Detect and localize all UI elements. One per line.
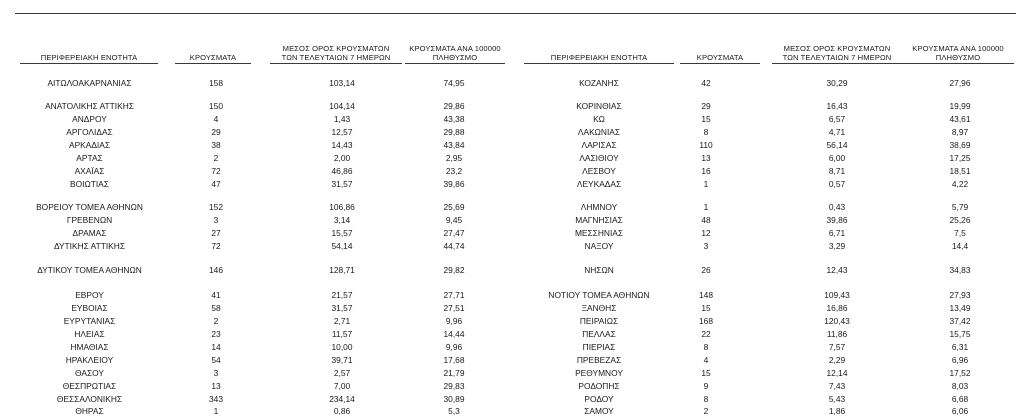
cases-cell: 72 bbox=[211, 166, 221, 176]
region-cell: ΓΡΕΒΕΝΩΝ bbox=[66, 215, 113, 225]
cases-cell: 148 bbox=[699, 290, 713, 300]
per100k-cell: 4,22 bbox=[951, 179, 969, 189]
per100k-cell: 25,26 bbox=[949, 215, 971, 225]
region-cell: ΛΕΥΚΑΔΑΣ bbox=[576, 179, 622, 189]
header-underline-avg bbox=[270, 63, 402, 64]
avg-cell: 3,29 bbox=[828, 241, 846, 251]
region-cell: ΔΡΑΜΑΣ bbox=[72, 228, 107, 238]
header-underline-region bbox=[20, 63, 158, 64]
cases-cell: 1 bbox=[703, 179, 709, 189]
cases-cell: 146 bbox=[209, 265, 223, 275]
cases-cell: 3 bbox=[703, 241, 709, 251]
region-cell: ΚΟΡΙΝΘΙΑΣ bbox=[576, 101, 622, 111]
cases-cell: 4 bbox=[703, 355, 709, 365]
per100k-cell: 7,5 bbox=[954, 228, 966, 238]
per100k-cell: 29,88 bbox=[443, 127, 465, 137]
avg-cell: 120,43 bbox=[824, 316, 850, 326]
avg-cell: 103,14 bbox=[329, 78, 355, 88]
avg-cell: 10,00 bbox=[331, 342, 353, 352]
avg-cell: 39,86 bbox=[826, 215, 848, 225]
per100k-cell: 9,45 bbox=[445, 215, 463, 225]
cases-cell: 26 bbox=[701, 265, 711, 275]
per100k-cell: 6,96 bbox=[951, 355, 969, 365]
region-cell: ΕΥΒΟΙΑΣ bbox=[71, 303, 108, 313]
header-underline-cases bbox=[680, 63, 760, 64]
avg-cell: 12,43 bbox=[826, 265, 848, 275]
per100k-cell: 44,74 bbox=[443, 241, 465, 251]
region-cell: ΛΑΣΙΘΙΟΥ bbox=[579, 153, 619, 163]
per100k-cell: 34,83 bbox=[949, 265, 971, 275]
cases-cell: 14 bbox=[211, 342, 221, 352]
region-cell: ΛΑΡΙΣΑΣ bbox=[581, 140, 617, 150]
per100k-cell: 18,51 bbox=[949, 166, 971, 176]
cases-cell: 15 bbox=[701, 114, 711, 124]
per100k-cell: 2,95 bbox=[445, 153, 463, 163]
avg-cell: 6,71 bbox=[828, 228, 846, 238]
header-per100k-line1: ΚΡΟΥΣΜΑΤΑ ΑΝΑ 100000 bbox=[912, 44, 1004, 53]
avg-cell: 4,71 bbox=[828, 127, 846, 137]
region-cell: ΛΗΜΝΟΥ bbox=[580, 202, 618, 212]
per100k-cell: 27,71 bbox=[443, 290, 465, 300]
per100k-cell: 14,44 bbox=[443, 329, 465, 339]
header-per100k-line2: ΠΛΗΘΥΣΜΟ bbox=[935, 53, 981, 62]
region-cell: ΘΑΣΟΥ bbox=[75, 368, 104, 378]
region-cell: ΗΜΑΘΙΑΣ bbox=[70, 342, 109, 352]
cases-cell: 42 bbox=[701, 78, 711, 88]
avg-cell: 7,43 bbox=[828, 381, 846, 391]
per100k-cell: 38,69 bbox=[949, 140, 971, 150]
region-cell: ΜΑΓΝΗΣΙΑΣ bbox=[575, 215, 623, 225]
cases-cell: 15 bbox=[701, 368, 711, 378]
header-region-label: ΠΕΡΙΦΕΡΕΙΑΚΗ ΕΝΟΤΗΤΑ bbox=[550, 53, 648, 62]
cases-cell: 110 bbox=[699, 140, 713, 150]
cases-cell: 150 bbox=[209, 101, 223, 111]
per100k-cell: 43,38 bbox=[443, 114, 465, 124]
header-avg-line1: ΜΕΣΟΣ ΟΡΟΣ ΚΡΟΥΣΜΑΤΩΝ bbox=[282, 44, 390, 53]
cases-cell: 41 bbox=[211, 290, 221, 300]
avg-cell: 106,86 bbox=[329, 202, 355, 212]
avg-cell: 56,14 bbox=[826, 140, 848, 150]
avg-cell: 2,00 bbox=[333, 153, 351, 163]
per100k-cell: 37,42 bbox=[949, 316, 971, 326]
cases-cell: 8 bbox=[703, 342, 709, 352]
region-cell: ΔΥΤΙΚΗΣ ΑΤΤΙΚΗΣ bbox=[53, 241, 125, 251]
cases-cell: 23 bbox=[211, 329, 221, 339]
avg-cell: 12,14 bbox=[826, 368, 848, 378]
cases-cell: 38 bbox=[211, 140, 221, 150]
header-cases bbox=[175, 40, 251, 62]
region-cell: ΘΗΡΑΣ bbox=[75, 406, 104, 416]
avg-cell: 31,57 bbox=[331, 303, 353, 313]
cases-cell: 1 bbox=[213, 406, 219, 416]
table-left bbox=[0, 0, 510, 418]
per100k-cell: 5,79 bbox=[951, 202, 969, 212]
region-cell: ΣΑΜΟΥ bbox=[584, 406, 614, 416]
cases-cell: 48 bbox=[701, 215, 711, 225]
per100k-cell: 74,95 bbox=[443, 78, 465, 88]
per100k-cell: 43,61 bbox=[949, 114, 971, 124]
avg-cell: 3,14 bbox=[333, 215, 351, 225]
per100k-cell: 19,99 bbox=[949, 101, 971, 111]
avg-cell: 39,71 bbox=[331, 355, 353, 365]
cases-cell: 343 bbox=[209, 394, 223, 404]
avg-cell: 1,86 bbox=[828, 406, 846, 416]
header-cases-label: ΚΡΟΥΣΜΑΤΑ bbox=[189, 53, 237, 62]
per100k-cell: 8,03 bbox=[951, 381, 969, 391]
region-cell: ΑΧΑΪΑΣ bbox=[74, 166, 105, 176]
cases-cell: 8 bbox=[703, 127, 709, 137]
per100k-cell: 25,69 bbox=[443, 202, 465, 212]
avg-cell: 31,57 bbox=[331, 179, 353, 189]
per100k-cell: 29,83 bbox=[443, 381, 465, 391]
header-region bbox=[20, 40, 158, 62]
per100k-cell: 8,97 bbox=[951, 127, 969, 137]
per100k-cell: 29,82 bbox=[443, 265, 465, 275]
region-cell: ΔΥΤΙΚΟΥ ΤΟΜΕΑ ΑΘΗΝΩΝ bbox=[37, 265, 142, 275]
avg-cell: 7,00 bbox=[333, 381, 351, 391]
avg-cell: 2,57 bbox=[333, 368, 351, 378]
header-per100k bbox=[405, 40, 505, 62]
cases-cell: 168 bbox=[699, 316, 713, 326]
header-region bbox=[524, 40, 674, 62]
region-cell: ΞΑΝΘΗΣ bbox=[581, 303, 617, 313]
header-underline-avg bbox=[772, 63, 902, 64]
per100k-cell: 15,75 bbox=[949, 329, 971, 339]
avg-cell: 46,86 bbox=[331, 166, 353, 176]
per100k-cell: 9,96 bbox=[445, 316, 463, 326]
avg-cell: 128,71 bbox=[329, 265, 355, 275]
avg-cell: 6,57 bbox=[828, 114, 846, 124]
header-region-label: ΠΕΡΙΦΕΡΕΙΑΚΗ ΕΝΟΤΗΤΑ bbox=[40, 53, 138, 62]
cases-cell: 9 bbox=[703, 381, 709, 391]
region-cell: ΕΒΡΟΥ bbox=[75, 290, 104, 300]
avg-cell: 1,43 bbox=[333, 114, 351, 124]
region-cell: ΒΟΙΩΤΙΑΣ bbox=[70, 179, 109, 189]
cases-cell: 4 bbox=[213, 114, 219, 124]
region-cell: ΡΟΔΟΥ bbox=[584, 394, 614, 404]
header-underline-region bbox=[524, 63, 674, 64]
per100k-cell: 27,47 bbox=[443, 228, 465, 238]
cases-cell: 12 bbox=[701, 228, 711, 238]
avg-cell: 8,71 bbox=[828, 166, 846, 176]
region-cell: ΑΡΤΑΣ bbox=[76, 153, 103, 163]
avg-cell: 30,29 bbox=[826, 78, 848, 88]
header-underline-cases bbox=[175, 63, 251, 64]
header-underline-per100k bbox=[405, 63, 505, 64]
per100k-cell: 6,31 bbox=[951, 342, 969, 352]
avg-cell: 0,57 bbox=[828, 179, 846, 189]
header-avg-line2: ΤΩΝ ΤΕΛΕΥΤΑΙΩΝ 7 ΗΜΕΡΩΝ bbox=[281, 53, 391, 62]
region-cell: ΗΡΑΚΛΕΙΟΥ bbox=[65, 355, 114, 365]
region-cell: ΜΕΣΣΗΝΙΑΣ bbox=[574, 228, 624, 238]
region-cell: ΚΩ bbox=[593, 114, 605, 124]
region-cell: ΡΕΘΥΜΝΟΥ bbox=[575, 368, 623, 378]
header-per100k-line1: ΚΡΟΥΣΜΑΤΑ ΑΝΑ 100000 bbox=[409, 44, 501, 53]
cases-cell: 152 bbox=[209, 202, 223, 212]
cases-cell: 8 bbox=[703, 394, 709, 404]
cases-cell: 3 bbox=[213, 368, 219, 378]
region-cell: ΑΡΚΑΔΙΑΣ bbox=[68, 140, 111, 150]
cases-cell: 29 bbox=[211, 127, 221, 137]
avg-cell: 21,57 bbox=[331, 290, 353, 300]
region-cell: ΑΝΑΤΟΛΙΚΗΣ ΑΤΤΙΚΗΣ bbox=[45, 101, 134, 111]
cases-cell: 158 bbox=[209, 78, 223, 88]
per100k-cell: 6,06 bbox=[951, 406, 969, 416]
cases-cell: 2 bbox=[213, 153, 219, 163]
avg-cell: 16,43 bbox=[826, 101, 848, 111]
avg-cell: 0,86 bbox=[333, 406, 351, 416]
avg-cell: 7,57 bbox=[828, 342, 846, 352]
per100k-cell: 27,51 bbox=[443, 303, 465, 313]
per100k-cell: 13,49 bbox=[949, 303, 971, 313]
cases-cell: 2 bbox=[703, 406, 709, 416]
avg-cell: 54,14 bbox=[331, 241, 353, 251]
region-cell: ΑΡΓΟΛΙΔΑΣ bbox=[66, 127, 113, 137]
per100k-cell: 5,3 bbox=[448, 406, 460, 416]
avg-cell: 109,43 bbox=[824, 290, 850, 300]
region-cell: ΘΕΣΠΡΩΤΙΑΣ bbox=[62, 381, 117, 391]
cases-cell: 27 bbox=[211, 228, 221, 238]
region-cell: ΚΟΖΑΝΗΣ bbox=[579, 78, 619, 88]
region-cell: ΑΝΔΡΟΥ bbox=[72, 114, 107, 124]
cases-cell: 29 bbox=[701, 101, 711, 111]
header-per100k-line2: ΠΛΗΘΥΣΜΟ bbox=[432, 53, 478, 62]
cases-cell: 72 bbox=[211, 241, 221, 251]
per100k-cell: 23,2 bbox=[445, 166, 463, 176]
avg-cell: 16,86 bbox=[826, 303, 848, 313]
per100k-cell: 39,86 bbox=[443, 179, 465, 189]
region-cell: ΛΑΚΩΝΙΑΣ bbox=[577, 127, 621, 137]
header-avg-line2: ΤΩΝ ΤΕΛΕΥΤΑΙΩΝ 7 ΗΜΕΡΩΝ bbox=[782, 53, 892, 62]
header-avg bbox=[772, 40, 902, 62]
region-cell: ΑΙΤΩΛΟΑΚΑΡΝΑΝΙΑΣ bbox=[47, 78, 132, 88]
region-cell: ΠΡΕΒΕΖΑΣ bbox=[576, 355, 622, 365]
region-cell: ΕΥΡΥΤΑΝΙΑΣ bbox=[63, 316, 116, 326]
cases-cell: 3 bbox=[213, 215, 219, 225]
region-cell: ΛΕΣΒΟΥ bbox=[582, 166, 616, 176]
avg-cell: 11,86 bbox=[826, 329, 848, 339]
cases-cell: 54 bbox=[211, 355, 221, 365]
cases-cell: 2 bbox=[213, 316, 219, 326]
header-cases bbox=[680, 40, 760, 62]
avg-cell: 2,71 bbox=[333, 316, 351, 326]
region-cell: ΒΟΡΕΙΟΥ ΤΟΜΕΑ ΑΘΗΝΩΝ bbox=[36, 202, 143, 212]
per100k-cell: 6,68 bbox=[951, 394, 969, 404]
region-cell: ΠΕΙΡΑΙΩΣ bbox=[579, 316, 619, 326]
region-cell: ΝΟΤΙΟΥ ΤΟΜΕΑ ΑΘΗΝΩΝ bbox=[548, 290, 650, 300]
region-cell: ΝΗΣΩΝ bbox=[584, 265, 614, 275]
per100k-cell: 17,25 bbox=[949, 153, 971, 163]
cases-cell: 13 bbox=[701, 153, 711, 163]
cases-cell: 15 bbox=[701, 303, 711, 313]
per100k-cell: 9,96 bbox=[445, 342, 463, 352]
header-cases-label: ΚΡΟΥΣΜΑΤΑ bbox=[696, 53, 744, 62]
header-avg bbox=[270, 40, 402, 62]
avg-cell: 104,14 bbox=[329, 101, 355, 111]
header-avg-line1: ΜΕΣΟΣ ΟΡΟΣ ΚΡΟΥΣΜΑΤΩΝ bbox=[783, 44, 891, 53]
per100k-cell: 43,84 bbox=[443, 140, 465, 150]
avg-cell: 2,29 bbox=[828, 355, 846, 365]
avg-cell: 11,57 bbox=[331, 329, 353, 339]
header-underline-per100k bbox=[902, 63, 1014, 64]
cases-cell: 16 bbox=[701, 166, 711, 176]
region-cell: ΝΑΞΟΥ bbox=[584, 241, 614, 251]
avg-cell: 14,43 bbox=[331, 140, 353, 150]
region-cell: ΠΙΕΡΙΑΣ bbox=[582, 342, 616, 352]
per100k-cell: 21,79 bbox=[443, 368, 465, 378]
avg-cell: 12,57 bbox=[331, 127, 353, 137]
per100k-cell: 17,52 bbox=[949, 368, 971, 378]
per100k-cell: 27,96 bbox=[949, 78, 971, 88]
region-cell: ΠΕΛΛΑΣ bbox=[582, 329, 616, 339]
per100k-cell: 14,4 bbox=[951, 241, 969, 251]
cases-cell: 1 bbox=[703, 202, 709, 212]
cases-cell: 47 bbox=[211, 179, 221, 189]
avg-cell: 0,43 bbox=[828, 202, 846, 212]
cases-cell: 58 bbox=[211, 303, 221, 313]
avg-cell: 234,14 bbox=[329, 394, 355, 404]
per100k-cell: 30,89 bbox=[443, 394, 465, 404]
per100k-cell: 17,68 bbox=[443, 355, 465, 365]
table-right bbox=[510, 0, 1020, 418]
cases-cell: 22 bbox=[701, 329, 711, 339]
avg-cell: 5,43 bbox=[828, 394, 846, 404]
region-cell: ΗΛΕΙΑΣ bbox=[74, 329, 105, 339]
region-cell: ΘΕΣΣΑΛΟΝΙΚΗΣ bbox=[56, 394, 123, 404]
per100k-cell: 27,93 bbox=[949, 290, 971, 300]
region-cell: ΡΟΔΟΠΗΣ bbox=[578, 381, 620, 391]
avg-cell: 15,57 bbox=[331, 228, 353, 238]
per100k-cell: 29,86 bbox=[443, 101, 465, 111]
header-per100k bbox=[902, 40, 1014, 62]
cases-cell: 13 bbox=[211, 381, 221, 391]
avg-cell: 6,00 bbox=[828, 153, 846, 163]
